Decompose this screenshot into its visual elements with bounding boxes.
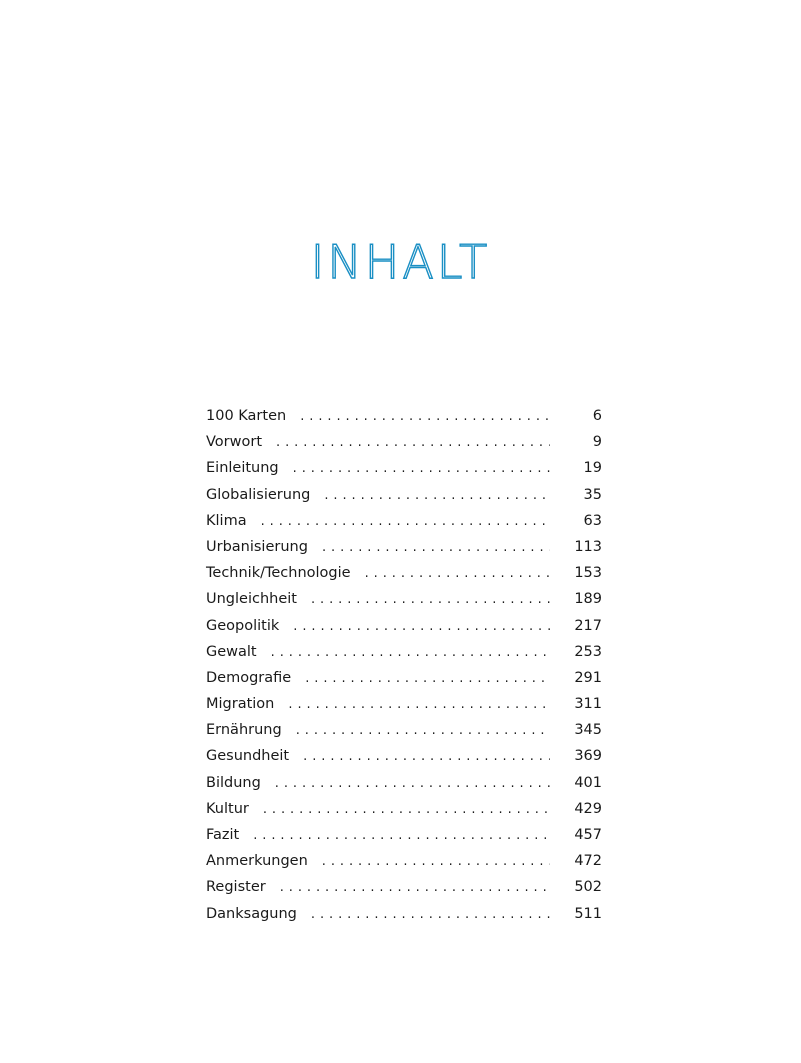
dot-leader bbox=[324, 483, 550, 509]
toc-entry[interactable] bbox=[206, 455, 602, 481]
toc-entry-label: Fazit bbox=[206, 827, 240, 843]
toc-entry[interactable] bbox=[206, 665, 602, 691]
toc-entry-page-number: 369 bbox=[574, 748, 602, 765]
toc-entry-page-number: 19 bbox=[583, 460, 602, 477]
toc-entry-page-number: 9 bbox=[592, 434, 602, 451]
toc-entry-page-number: 253 bbox=[574, 643, 602, 660]
toc-entry-page-number: 345 bbox=[574, 722, 602, 739]
toc-entry[interactable] bbox=[206, 901, 602, 927]
toc-entry-page-number: 311 bbox=[574, 696, 602, 713]
toc-entry-label: 100 Karten bbox=[206, 408, 287, 424]
toc-entry[interactable] bbox=[206, 639, 602, 665]
toc-entry-page-number: 502 bbox=[574, 879, 602, 896]
toc-entry-label: Anmerkungen bbox=[206, 853, 308, 870]
toc-entry-page-number: 153 bbox=[574, 565, 602, 582]
page-title: INHALT bbox=[310, 235, 491, 289]
toc-entry-label: Register bbox=[206, 879, 266, 896]
dot-leader bbox=[261, 509, 550, 535]
toc-entry-page-number: 511 bbox=[574, 905, 602, 922]
dot-leader bbox=[275, 771, 550, 797]
toc-entry-page-number: 457 bbox=[574, 827, 602, 843]
dot-leader bbox=[303, 744, 550, 770]
dot-leader bbox=[322, 535, 550, 561]
dot-leader bbox=[296, 718, 550, 744]
toc-entry-page-number: 113 bbox=[574, 538, 602, 555]
toc-entry[interactable] bbox=[206, 403, 602, 429]
toc-entry-label: Gewalt bbox=[206, 643, 257, 660]
toc-entry-label: Klima bbox=[206, 512, 247, 529]
dot-leader bbox=[288, 692, 550, 718]
dot-leader bbox=[263, 797, 550, 823]
toc-entry-page-number: 291 bbox=[574, 669, 602, 686]
table-of-contents bbox=[206, 403, 602, 927]
toc-entry[interactable] bbox=[206, 717, 602, 743]
toc-entry-label: Kultur bbox=[206, 800, 249, 817]
toc-entry-label: Migration bbox=[206, 696, 275, 713]
dot-leader bbox=[311, 902, 550, 928]
toc-entry[interactable] bbox=[206, 534, 602, 560]
dot-leader bbox=[293, 614, 550, 640]
toc-entry-page-number: 6 bbox=[592, 408, 602, 424]
toc-entry[interactable] bbox=[206, 691, 602, 717]
toc-entry-label: Bildung bbox=[206, 774, 261, 791]
toc-entry-label: Gesundheit bbox=[206, 748, 290, 765]
dot-leader bbox=[300, 404, 550, 430]
dot-leader bbox=[311, 587, 550, 613]
dot-leader bbox=[322, 849, 550, 875]
toc-entry-label: Danksagung bbox=[206, 905, 297, 922]
toc-entry-page-number: 401 bbox=[574, 774, 602, 791]
toc-entry[interactable] bbox=[206, 822, 602, 848]
toc-entry[interactable] bbox=[206, 586, 602, 612]
toc-entry-label: Technik/Technologie bbox=[206, 565, 351, 582]
toc-entry-label: Einleitung bbox=[206, 460, 279, 477]
dot-leader bbox=[253, 823, 550, 849]
toc-entry-label: Urbanisierung bbox=[206, 538, 308, 555]
toc-entry-page-number: 63 bbox=[583, 512, 602, 529]
toc-entry[interactable] bbox=[206, 508, 602, 534]
toc-entry[interactable] bbox=[206, 770, 602, 796]
toc-entry-label: Demografie bbox=[206, 669, 292, 686]
toc-entry-page-number: 472 bbox=[574, 853, 602, 870]
toc-entry[interactable] bbox=[206, 743, 602, 769]
toc-entry[interactable] bbox=[206, 429, 602, 455]
toc-entry[interactable] bbox=[206, 482, 602, 508]
toc-entry[interactable] bbox=[206, 796, 602, 822]
toc-entry[interactable] bbox=[206, 848, 602, 874]
dot-leader bbox=[271, 640, 550, 666]
toc-entry[interactable] bbox=[206, 874, 602, 900]
toc-entry-label: Ungleichheit bbox=[206, 591, 297, 608]
toc-entry[interactable] bbox=[206, 613, 602, 639]
toc-entry-label: Vorwort bbox=[206, 434, 263, 451]
dot-leader bbox=[293, 456, 550, 482]
dot-leader bbox=[365, 561, 550, 587]
dot-leader bbox=[305, 666, 550, 692]
toc-entry-page-number: 429 bbox=[574, 800, 602, 817]
dot-leader bbox=[280, 875, 550, 901]
toc-entry-label: Ernährung bbox=[206, 722, 282, 739]
toc-entry-page-number: 189 bbox=[574, 591, 602, 608]
toc-entry-page-number: 35 bbox=[583, 486, 602, 503]
dot-leader bbox=[276, 430, 550, 456]
toc-entry[interactable] bbox=[206, 560, 602, 586]
toc-entry-label: Globalisierung bbox=[206, 486, 311, 503]
toc-entry-page-number: 217 bbox=[574, 617, 602, 634]
toc-entry-label: Geopolitik bbox=[206, 617, 280, 634]
